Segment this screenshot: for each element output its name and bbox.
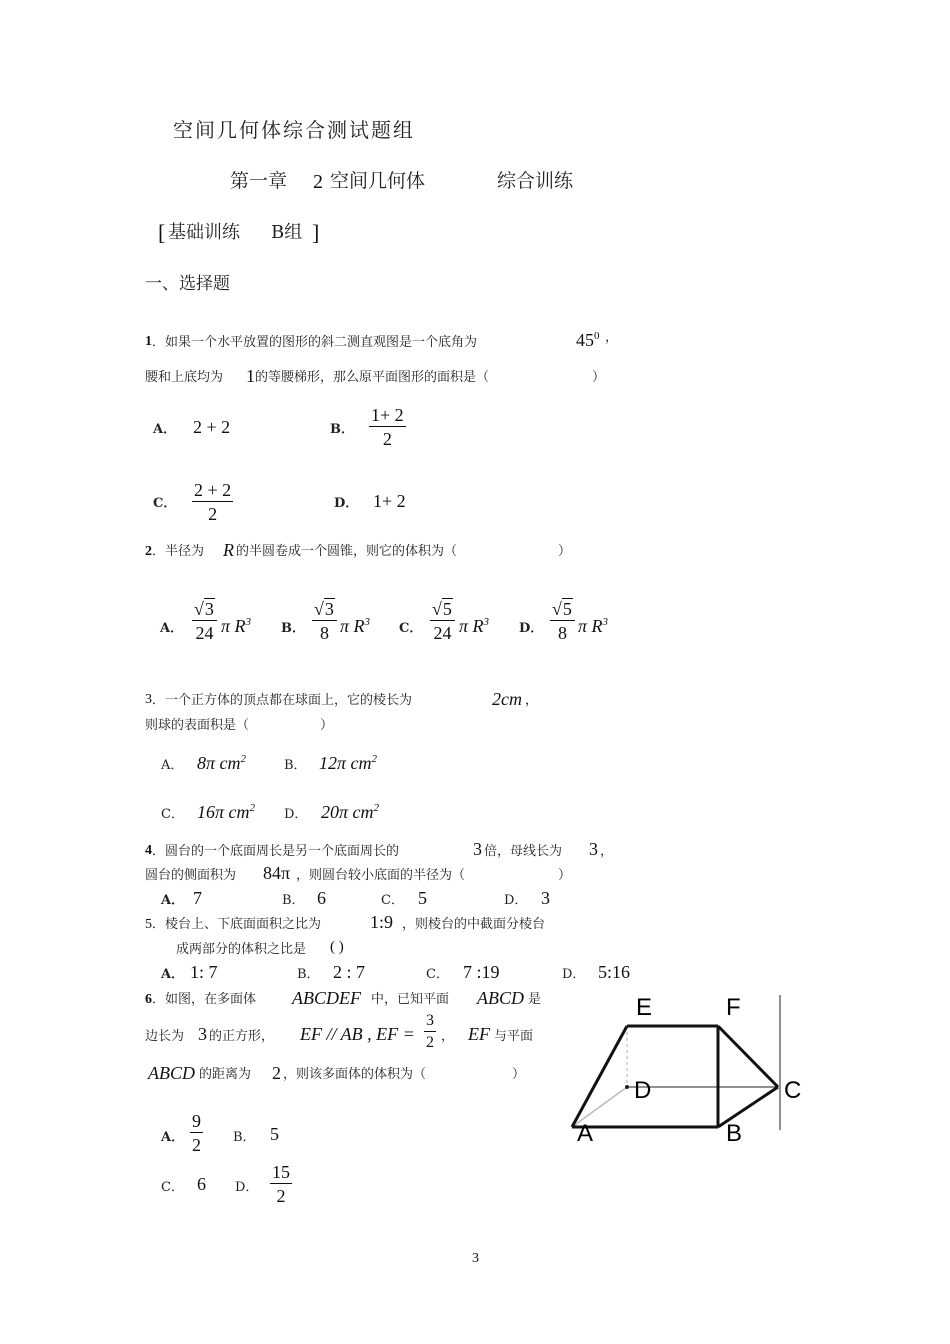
section-title: 一、选择题 — [145, 274, 230, 294]
q6-plane-name: ABCD — [477, 988, 524, 1008]
q2-option-d-tail: π $R^3$ — [578, 616, 609, 636]
q6-option-d-fraction: $\frac{15}{2}$ — [272, 1162, 290, 1206]
q4-text-line2: 圆台的侧面积为 — [145, 868, 237, 883]
q1-option-c-label: C． — [153, 496, 177, 511]
q6-option-b-value: 5 — [270, 1124, 279, 1144]
q6-distance-two: 2 — [272, 1063, 281, 1083]
q3-edge-length: 2cm — [492, 689, 522, 709]
q6-ef-label: EF — [468, 1024, 490, 1044]
q5-text-line1: ．棱台上、下底面面积之比为 — [152, 917, 322, 932]
q2-close-paren: ） — [558, 544, 572, 559]
q2-option-c-fraction: $\frac{√5}{24}$ — [430, 600, 455, 642]
q2-text-b: 的半圆卷成一个圆锥，则它的体积为（ — [236, 544, 458, 559]
doc-title: 空间几何体综合测试题组 — [173, 118, 415, 142]
q1-option-b-fraction: $\frac{1+ 2}{2}$ — [371, 405, 404, 449]
q4-area: 84π — [263, 863, 291, 883]
label-f: F — [726, 994, 741, 1021]
q6-plane-name-2: ABCD — [148, 1063, 195, 1083]
q6-text-line2b: 的正方形， — [209, 1029, 275, 1044]
q6-option-c-value: 6 — [197, 1174, 206, 1194]
q4-option-c-label: C． — [381, 893, 404, 908]
q2-option-a-label: A． — [160, 621, 184, 636]
q5-option-b-value: 2 : 7 — [333, 962, 366, 982]
q1-option-d-value: 1+ 2 — [373, 491, 406, 511]
q1-text-line2a: 腰和上底均为 — [145, 370, 224, 385]
q6-polyhedron-name: ABCDEF — [292, 988, 361, 1008]
level-label: 基础训练 — [168, 222, 240, 243]
q4-option-a-value: 7 — [193, 888, 202, 908]
q4-comma: ， — [600, 844, 614, 859]
q3-option-d-label: D． — [284, 807, 308, 822]
q5-option-d-value: 5:16 — [598, 962, 631, 982]
label-e: E — [636, 994, 653, 1021]
q6-option-a-label: A． — [161, 1130, 185, 1145]
label-a: A — [577, 1120, 594, 1147]
q6-number: 6 — [145, 992, 152, 1007]
q4-close-paren: ） — [558, 868, 572, 883]
q2-option-b-tail: π $R^3$ — [340, 616, 371, 636]
q1-number: 1 — [145, 334, 152, 349]
q2-option-b-label: B． — [281, 621, 305, 636]
q3-option-c-label: C． — [161, 807, 184, 822]
q6-comma: ， — [441, 1029, 455, 1044]
q3-close-paren: ） — [320, 718, 334, 733]
vertex-d — [625, 1085, 629, 1089]
q6-text-line2d: 与平面 — [494, 1029, 534, 1044]
q3-option-d-value: 20π $cm^2$ — [321, 802, 380, 822]
q5-number: 5 — [145, 917, 152, 932]
q3-text-line1: ．一个正方体的顶点都在球面上，它的棱长为 — [152, 693, 413, 708]
q2-radius-symbol: R — [223, 540, 234, 560]
q3-option-b-label: B． — [284, 758, 307, 773]
q4-text-line1: ．圆台的一个底面周长是另一个底面周长的 — [152, 844, 400, 859]
q6-text-line2a: 边长为 — [145, 1029, 185, 1044]
q1-one: 1 — [246, 366, 255, 386]
q4-text-line2b: ，则圆台较小底面的半径为（ — [296, 868, 466, 883]
chapter-number: 2 — [313, 171, 323, 193]
q4-text-line1b: 倍，母线长为 — [484, 844, 563, 859]
q5-option-a-label: A． — [161, 967, 185, 982]
q6-option-a-fraction: $\frac{9}{2}$ — [192, 1111, 201, 1155]
q5-ratio: 1:9 — [370, 912, 394, 932]
q6-option-c-label: C． — [161, 1180, 184, 1195]
q4-option-b-value: 6 — [317, 888, 326, 908]
q5-answer-paren: ( ) — [330, 939, 344, 955]
q6-text-line3a: 的距离为 — [199, 1067, 252, 1082]
q1-text-line1: ．如果一个水平放置的图形的斜二测直观图是一个底角为 — [152, 335, 478, 350]
q4-ratio-three: 3 — [473, 839, 482, 859]
chapter-subtitle: 综合训练 — [497, 170, 574, 192]
q4-option-a-label: A． — [161, 893, 185, 908]
edge-ae — [572, 1026, 627, 1127]
q3-comma: ， — [525, 693, 539, 708]
q6-ef-fraction: $\frac{3}{2}$ — [426, 1012, 434, 1051]
q6-side-three: 3 — [198, 1024, 207, 1044]
q2-option-a-tail: π $R^3$ — [221, 616, 252, 636]
q5-text-line1b: ，则棱台的中截面分棱台 — [402, 917, 546, 932]
q3-option-b-value: 12π $cm^2$ — [319, 753, 378, 773]
q6-option-d-label: D． — [235, 1180, 259, 1195]
level-group: B组 — [271, 222, 303, 243]
q5-option-a-value: 1: 7 — [190, 962, 218, 982]
q2-number: 2 — [145, 544, 152, 559]
q1-option-a-label: A． — [153, 422, 177, 437]
q1-option-d-label: D． — [334, 496, 359, 511]
q4-option-d-label: D． — [504, 893, 528, 908]
q4-option-c-value: 5 — [418, 888, 427, 908]
chapter-label: 第一章 — [230, 170, 288, 192]
q2-option-d-fraction: $\frac{√5}{8}$ — [550, 600, 575, 642]
q5-text-line2: 成两部分的体积之比是 — [176, 942, 307, 957]
polyhedron-figure — [560, 985, 820, 1150]
q1-option-b-label: B． — [330, 422, 354, 437]
q5-option-c-value: 7 :19 — [463, 962, 500, 982]
q1-option-c-fraction: $\frac{2 + 2}{2}$ — [194, 480, 232, 524]
q6-text-line1b: 中，已知平面 — [371, 992, 450, 1007]
q5-option-d-label: D． — [562, 967, 586, 982]
q1-comma: ， — [605, 330, 619, 345]
q1-option-a-value: 2 + 2 — [193, 417, 231, 437]
q4-option-b-label: B． — [282, 893, 305, 908]
q6-text-line1: ．如图，在多面体 — [152, 992, 257, 1007]
q3-number: 3 — [145, 692, 152, 707]
page-number: 3 — [472, 1251, 479, 1266]
label-c: C — [784, 1077, 802, 1104]
edge-fc — [718, 1026, 778, 1087]
q6-close-paren: ） — [512, 1067, 526, 1082]
q3-option-c-value: 16π $cm^2$ — [197, 802, 256, 822]
q3-option-a-value: 8π $cm^2$ — [197, 753, 247, 773]
label-b: B — [726, 1120, 743, 1147]
q2-text-a: ．半径为 — [152, 544, 205, 559]
q1-angle: $45^0$ — [576, 330, 600, 350]
q6-ef-condition: EF // AB , EF = — [300, 1024, 415, 1044]
q3-option-a-label: A． — [161, 758, 184, 773]
q4-slant-three: 3 — [589, 839, 598, 859]
q1-close-paren: ） — [592, 370, 606, 385]
bracket-left: [ — [158, 220, 166, 245]
q3-text-line2: 则球的表面积是（ — [145, 718, 250, 733]
q5-option-c-label: C． — [426, 967, 449, 982]
q6-option-b-label: B． — [233, 1130, 256, 1145]
q2-option-c-label: C． — [399, 621, 423, 636]
q4-option-d-value: 3 — [541, 888, 550, 908]
bracket-right: ] — [312, 220, 320, 245]
q2-option-d-label: D． — [519, 621, 544, 636]
label-d: D — [634, 1077, 652, 1104]
q5-option-b-label: B． — [297, 967, 320, 982]
q2-option-a-fraction: $\frac{√3}{24}$ — [192, 600, 217, 642]
chapter-title: 空间几何体 — [330, 170, 426, 192]
q6-text-line1-tail: 是 — [528, 992, 542, 1007]
q6-text-line3b: ，则该多面体的体积为（ — [283, 1067, 427, 1082]
q2-option-b-fraction: $\frac{√3}{8}$ — [312, 600, 337, 642]
q4-number: 4 — [145, 843, 152, 858]
q1-text-line2b: 的等腰梯形，那么原平面图形的面积是（ — [255, 370, 490, 385]
q2-option-c-tail: π $R^3$ — [459, 616, 490, 636]
